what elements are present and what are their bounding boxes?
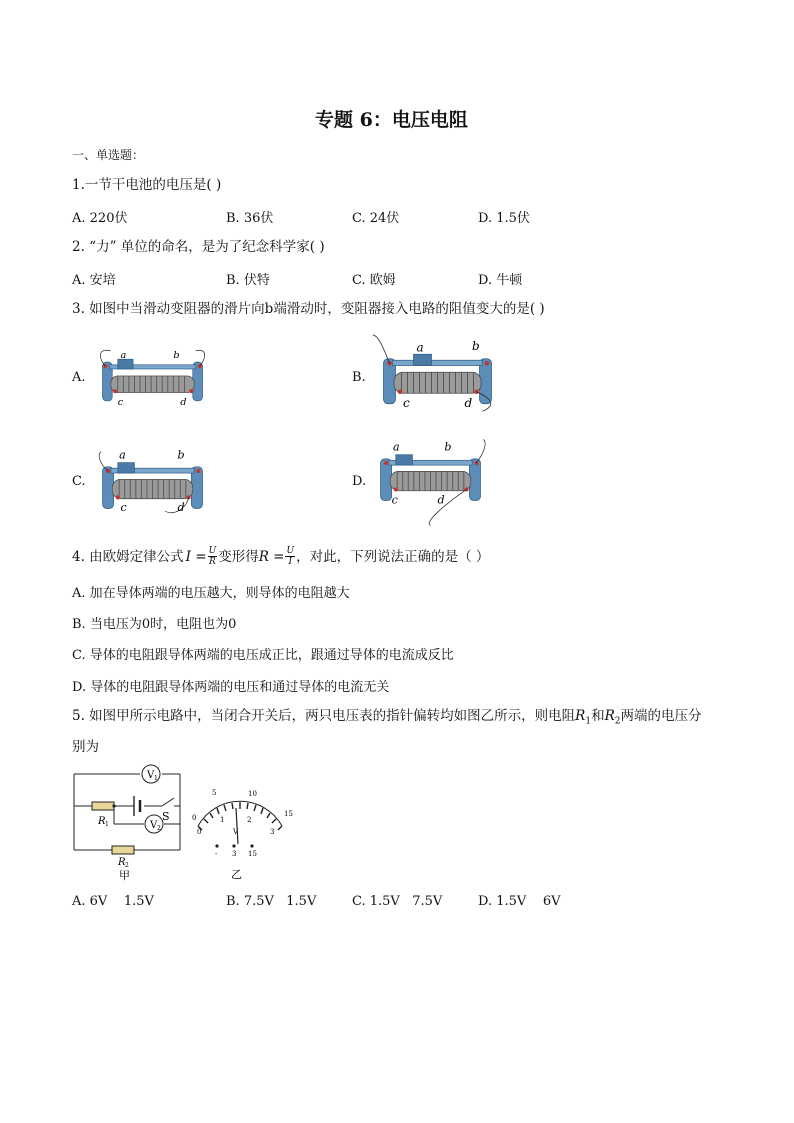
r1-sub: 1 — [105, 821, 109, 828]
dial-top-5: 5 — [212, 789, 217, 797]
dial-top-10: 10 — [248, 790, 257, 798]
v2-label: V — [150, 820, 158, 831]
page-title: 专题 6：电压电阻 — [315, 109, 468, 131]
q2-option-d[interactable]: D. 牛顿 — [478, 273, 523, 288]
label-d: d — [437, 493, 445, 507]
q3-option-c[interactable]: C. — [72, 474, 86, 489]
q4-option-b[interactable]: B. 当电压为0时，电阻也为0 — [72, 617, 237, 632]
rheostat-drawing — [100, 350, 204, 408]
rheostat-figure-b — [370, 333, 505, 413]
q1-option-c[interactable]: C. 24伏 — [352, 211, 400, 226]
q4-formula1-den: R — [209, 557, 216, 567]
dial-bottom-3: 3 — [270, 828, 275, 836]
terminal-15: 15 — [248, 850, 257, 858]
dial-unit: V — [233, 828, 239, 836]
q4-formula2-fraction — [285, 546, 295, 567]
dial-bottom-0: 0 — [197, 828, 202, 836]
label-d: d — [464, 395, 473, 410]
rheostat-figure-a — [90, 348, 215, 408]
terminal-minus: - — [215, 850, 218, 858]
label-b: b — [472, 338, 480, 353]
label-a: a — [120, 349, 127, 361]
question-3-stem: 3. 如图中当滑动变阻器的滑片向b端滑动时，变阻器接入电路的阻值变大的是( ) — [72, 301, 545, 317]
q2-option-c[interactable]: C. 欧姆 — [352, 273, 396, 288]
q5-suffix: 两端的电压分 — [620, 708, 702, 724]
q3-option-b[interactable]: B. — [352, 370, 366, 385]
q1-option-b[interactable]: B. 36伏 — [226, 211, 274, 226]
dial-ticks — [198, 802, 282, 830]
q4-formula1-num: U — [208, 546, 217, 556]
q2-option-a[interactable]: A. 安培 — [72, 273, 116, 288]
q4-prefix: 4. 由欧姆定律公式 — [72, 548, 184, 565]
q5-r2-sub: 2 — [614, 716, 621, 727]
r2-label: R — [118, 857, 126, 868]
q4-formula1-fraction — [208, 546, 218, 567]
q3-option-d[interactable]: D. — [352, 474, 367, 489]
label-d: d — [180, 397, 187, 408]
label-a: a — [393, 440, 400, 454]
caption-yi: 乙 — [231, 868, 242, 881]
label-c: c — [403, 395, 410, 410]
question-4-stem — [72, 546, 489, 567]
v2-sub: 2 — [157, 825, 161, 832]
q4-option-a[interactable]: A. 加在导体两端的电压越大，则导体的电阻越大 — [72, 586, 350, 601]
question-5-stem-line2: 别为 — [72, 739, 99, 755]
question-1-stem: 1.一节干电池的电压是( ) — [72, 177, 222, 193]
q5-r2: R — [604, 708, 615, 724]
dial-top-0: 0 — [192, 814, 197, 822]
q4-option-d[interactable]: D. 导体的电阻跟导体两端的电压和通过导体的电流无关 — [72, 680, 390, 695]
q4-suffix: ，对此，下列说法正确的是（ ） — [296, 548, 490, 565]
dial-bottom-2: 2 — [247, 816, 252, 824]
v1-label: V — [147, 770, 155, 781]
label-d: d — [177, 501, 185, 515]
terminal-3: 3 — [232, 850, 237, 858]
label-a: a — [416, 340, 424, 355]
q4-formula1-lhs: I = — [185, 548, 207, 565]
q5-option-a[interactable]: A. 6V 1.5V — [72, 894, 154, 909]
dial-bottom-1: 1 — [220, 816, 225, 824]
dial-pointer — [236, 808, 238, 844]
q4-option-c[interactable]: C. 导体的电阻跟导体两端的电压成正比，跟通过导体的电流成反比 — [72, 648, 454, 663]
label-c: c — [391, 493, 398, 507]
label-c: c — [117, 397, 124, 408]
q2-option-b[interactable]: B. 伏特 — [226, 273, 270, 288]
circuit-diagram-jia — [70, 764, 185, 884]
dial-top-15: 15 — [284, 810, 293, 818]
q5-prefix: 5. 如图甲所示电路中，当闭合开关后，两只电压表的指针偏转均如图乙所示，则电阻 — [72, 708, 576, 724]
r1-label: R — [98, 816, 106, 827]
q3-option-a[interactable]: A. — [72, 370, 86, 385]
label-b: b — [177, 448, 185, 462]
voltmeter-dial-yi — [190, 788, 295, 886]
q5-r1-sub: 1 — [585, 716, 592, 727]
caption-jia: 甲 — [119, 869, 130, 882]
q5-option-d[interactable]: D. 1.5V 6V — [478, 894, 561, 909]
q5-r1: R — [575, 708, 586, 724]
q1-option-a[interactable]: A. 220伏 — [72, 211, 128, 226]
switch-label: S — [162, 810, 170, 823]
rheostat-figure-c — [90, 440, 215, 520]
q4-formula2-num: U — [286, 546, 295, 556]
section-heading: 一、单选题： — [72, 148, 145, 162]
question-5-stem-line1 — [72, 707, 701, 731]
q5-option-b[interactable]: B. 7.5V 1.5V — [226, 894, 317, 909]
q1-option-d[interactable]: D. 1.5伏 — [478, 211, 530, 226]
question-2-stem: 2. “力” 单位的命名，是为了纪念科学家( ) — [72, 239, 325, 255]
q4-formula2-den: I — [288, 557, 293, 567]
label-b: b — [173, 349, 180, 361]
label-b: b — [444, 440, 452, 454]
r2-sub: 2 — [125, 862, 129, 869]
q4-formula2-lhs: R = — [258, 548, 285, 565]
v1-sub: 1 — [154, 775, 158, 782]
q5-option-c[interactable]: C. 1.5V 7.5V — [352, 894, 443, 909]
label-a: a — [119, 448, 126, 462]
q5-and: 和 — [591, 708, 605, 724]
label-c: c — [120, 501, 127, 515]
q4-mid: 变形得 — [218, 548, 259, 565]
rheostat-figure-d — [368, 435, 493, 530]
